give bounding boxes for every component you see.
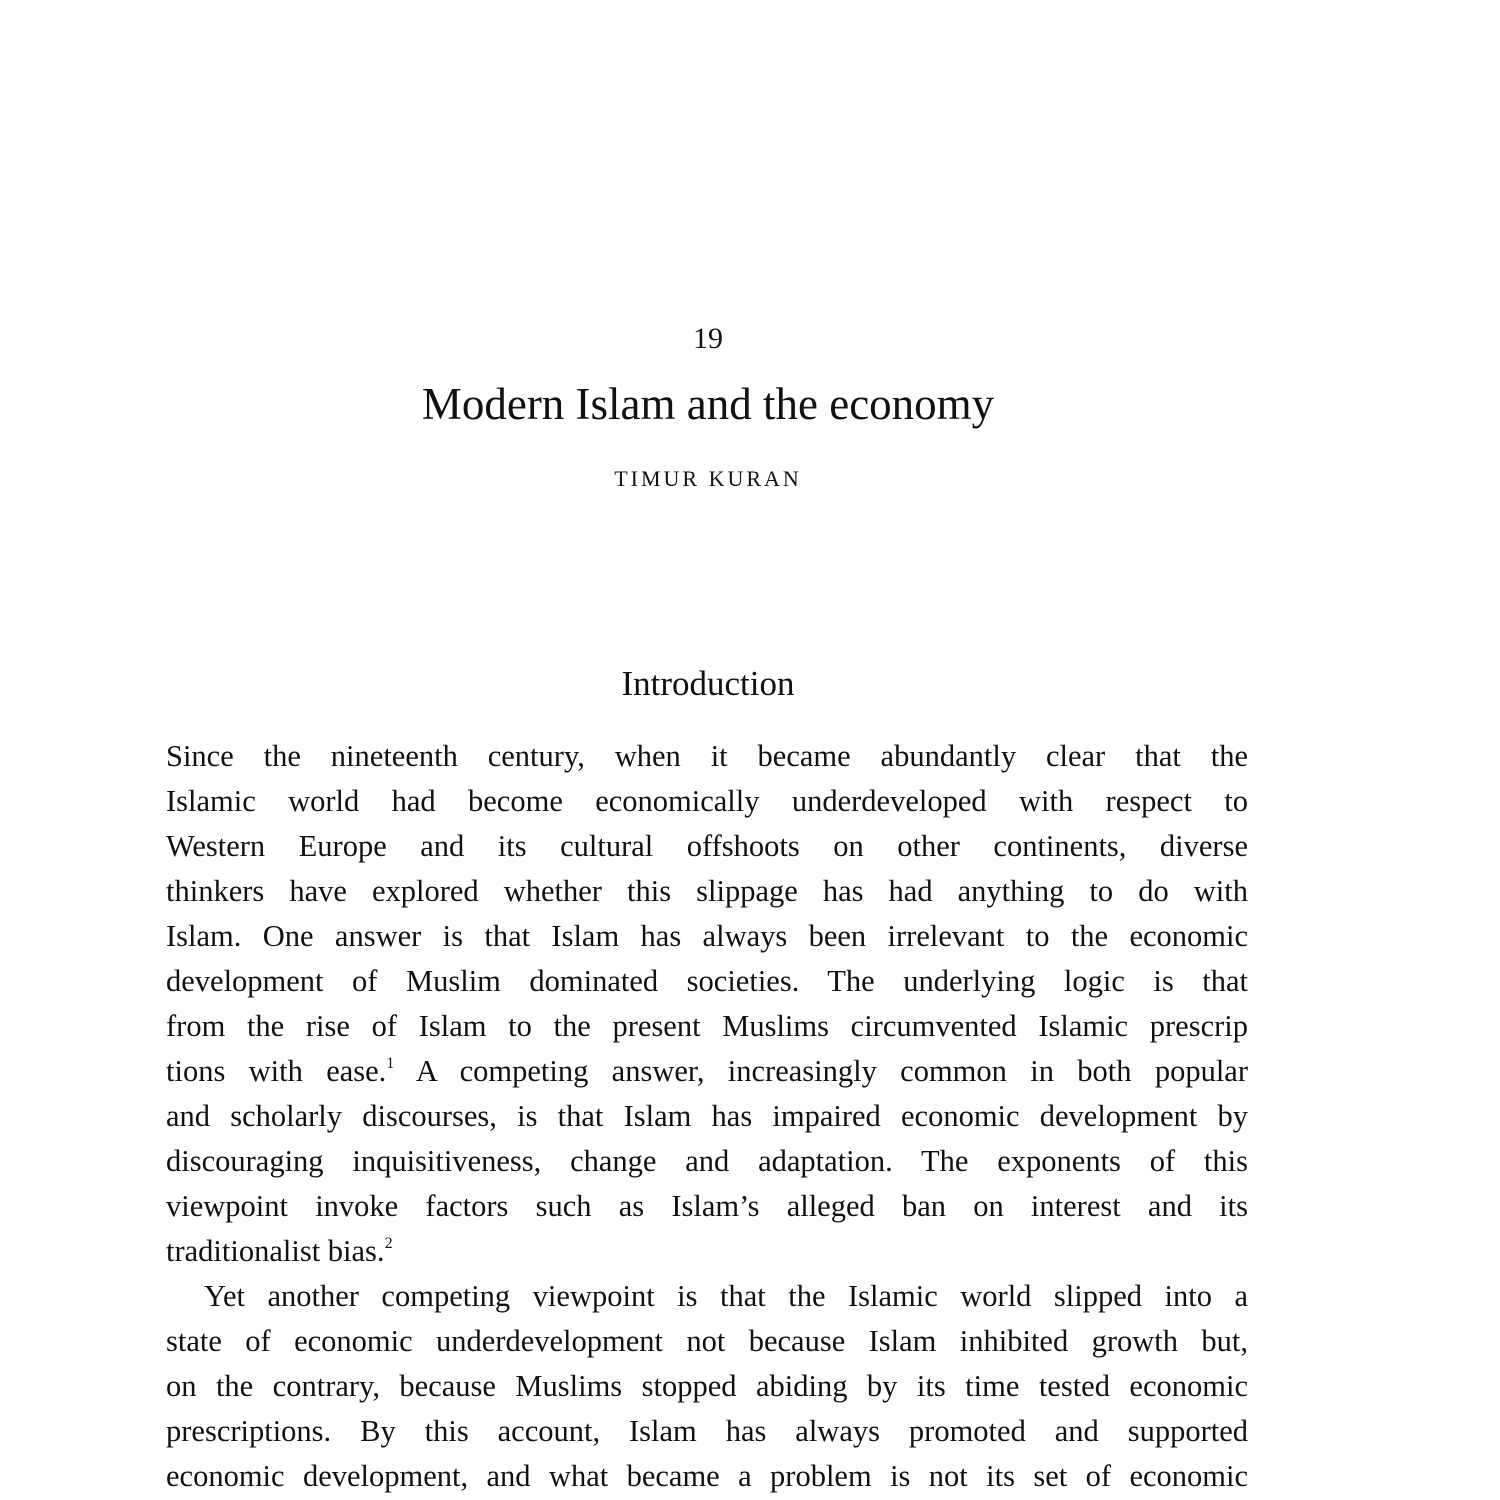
chapter-title: Modern Islam and the economy <box>421 379 995 429</box>
text-line: Islamic world had become economically underdeveloped with respect to <box>166 784 1248 818</box>
footnote-marker[interactable]: 2 <box>384 1235 393 1252</box>
text-line: state of economic underdevelopment not because Islam inhibited growth but, <box>166 1324 1248 1358</box>
paragraph <box>166 1274 1248 1499</box>
text-span: A competing answer, increasingly common in both popular <box>394 1054 1248 1088</box>
section-heading: Introduction <box>621 664 795 703</box>
text-line: Islam. One answer is that Islam has always been irrelevant to the economic <box>166 919 1248 953</box>
paragraph <box>166 734 1248 1274</box>
text-line: Since the nineteenth century, when it became abundantly clear that the <box>166 739 1248 773</box>
text-line: Yet another competing viewpoint is that the Islamic world slipped into a <box>204 1279 1248 1313</box>
body-text <box>166 734 1248 1499</box>
text-line: thinkers have explored whether this slippage has had anything to do with <box>166 874 1248 908</box>
text-line <box>166 1049 1248 1094</box>
chapter-author: TIMUR KURAN <box>614 466 802 491</box>
chapter-number: 19 <box>693 322 723 355</box>
text-line: development of Muslim dominated societies. The underlying logic is that <box>166 964 1248 998</box>
text-line <box>166 1229 1248 1274</box>
text-line: Western Europe and its cultural offshoots on other continents, diverse <box>166 829 1248 863</box>
text-line: and scholarly discourses, is that Islam has impaired economic development by <box>166 1099 1248 1133</box>
text-line: viewpoint invoke factors such as Islam’s alleged ban on interest and its <box>166 1189 1248 1223</box>
text-line: discouraging inquisitiveness, change and adaptation. The exponents of this <box>166 1144 1248 1178</box>
text-span: tions with ease. <box>166 1054 387 1088</box>
text-line: on the contrary, because Muslims stopped abiding by its time tested economic <box>166 1369 1248 1403</box>
text-line: economic development, and what became a problem is not its set of economic <box>166 1459 1248 1493</box>
text-line: prescriptions. By this account, Islam has always promoted and supported <box>166 1414 1248 1448</box>
text-span: traditionalist bias. <box>166 1234 385 1268</box>
text-line: from the rise of Islam to the present Muslims circumvented Islamic prescrip <box>166 1009 1248 1043</box>
footnote-marker[interactable]: 1 <box>386 1055 395 1072</box>
